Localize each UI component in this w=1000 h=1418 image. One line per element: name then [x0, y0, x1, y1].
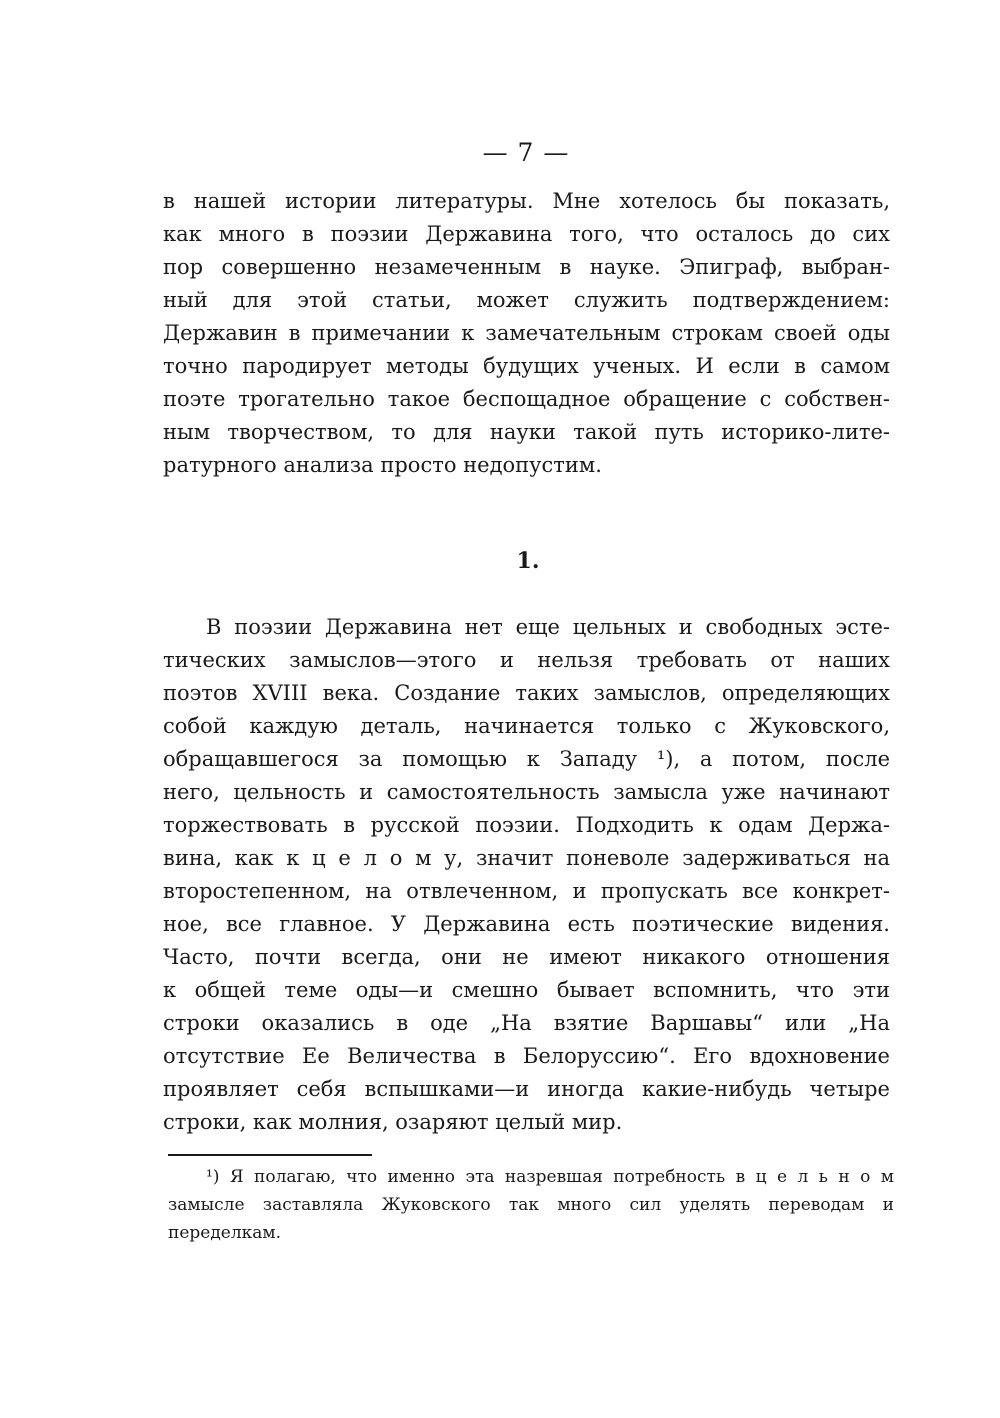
text-line: к общей теме оды—и смешно бывает вспомнить, что эти — [163, 978, 890, 1002]
text-line: в нашей истории литературы. Мне хотелось бы показать, — [163, 189, 890, 213]
text-line: проявляет себя вспышками—и иногда какие-нибудь четыре — [163, 1077, 890, 1101]
footnote-line: замысле заставляла Жуковского так много сил уделять переводам и — [168, 1195, 894, 1215]
text-line: ное, все главное. У Державина есть поэтические видения. — [163, 912, 890, 936]
footnote-line: ¹) Я полагаю, что именно эта назревшая потребность в ц е л ь н о м — [206, 1167, 894, 1187]
text-line: строки, как молния, озаряют целый мир. — [163, 1110, 623, 1134]
text-line: ратурного анализа просто недопустим. — [163, 453, 602, 477]
text-line: собой каждую деталь, начинается только с Жуковского, — [163, 714, 890, 738]
text-line: обращавшегося за помощью к Западу ¹), а потом, после — [163, 747, 890, 771]
footnote-divider — [168, 1154, 372, 1156]
text-line: Часто, почти всегда, они не имеют никакого отношения — [163, 945, 890, 969]
text-line: точно пародирует методы будущих ученых. И если в самом — [163, 354, 890, 378]
text-line: поэтов XVIII века. Создание таких замыслов, определяющих — [163, 681, 890, 705]
text-line: пор совершенно незамеченным в науке. Эпиграф, выбран- — [163, 255, 890, 279]
text-line: поэте трогательно такое беспощадное обращение с собствен- — [163, 387, 890, 411]
text-line: тических замыслов—этого и нельзя требовать от наших — [163, 648, 890, 672]
text-line: ным творчеством, то для науки такой путь историко-литe- — [163, 420, 890, 444]
text-line: второстепенном, на отвлеченном, и пропускать все конкрет- — [163, 879, 890, 903]
footnote-line: переделкам. — [168, 1223, 282, 1243]
text-line: ный для этой статьи, может служить подтверждением: — [163, 288, 890, 312]
text-line: Державин в примечании к замечательным строкам своей оды — [163, 321, 890, 345]
page-number: — 7 — — [482, 138, 570, 167]
text-line: вина, как к ц е л о м у, значит поневоле задерживаться на — [163, 846, 890, 870]
text-line: строки оказались в оде „На взятие Варшавы“ или „На — [163, 1011, 890, 1035]
text-line: как много в поэзии Державина того, что осталось до сих — [163, 222, 890, 246]
text-line: В поэзии Державина нет еще цельных и свободных эсте- — [206, 615, 890, 639]
text-line: него, цельность и самостоятельность замысла уже начинают — [163, 780, 890, 804]
section-number: 1. — [516, 548, 540, 574]
text-line: отсутствие Ее Величества в Белоруссию“. Его вдохновение — [163, 1044, 890, 1068]
text-line: торжествовать в русской поэзии. Подходить к одам Держа- — [163, 813, 890, 837]
